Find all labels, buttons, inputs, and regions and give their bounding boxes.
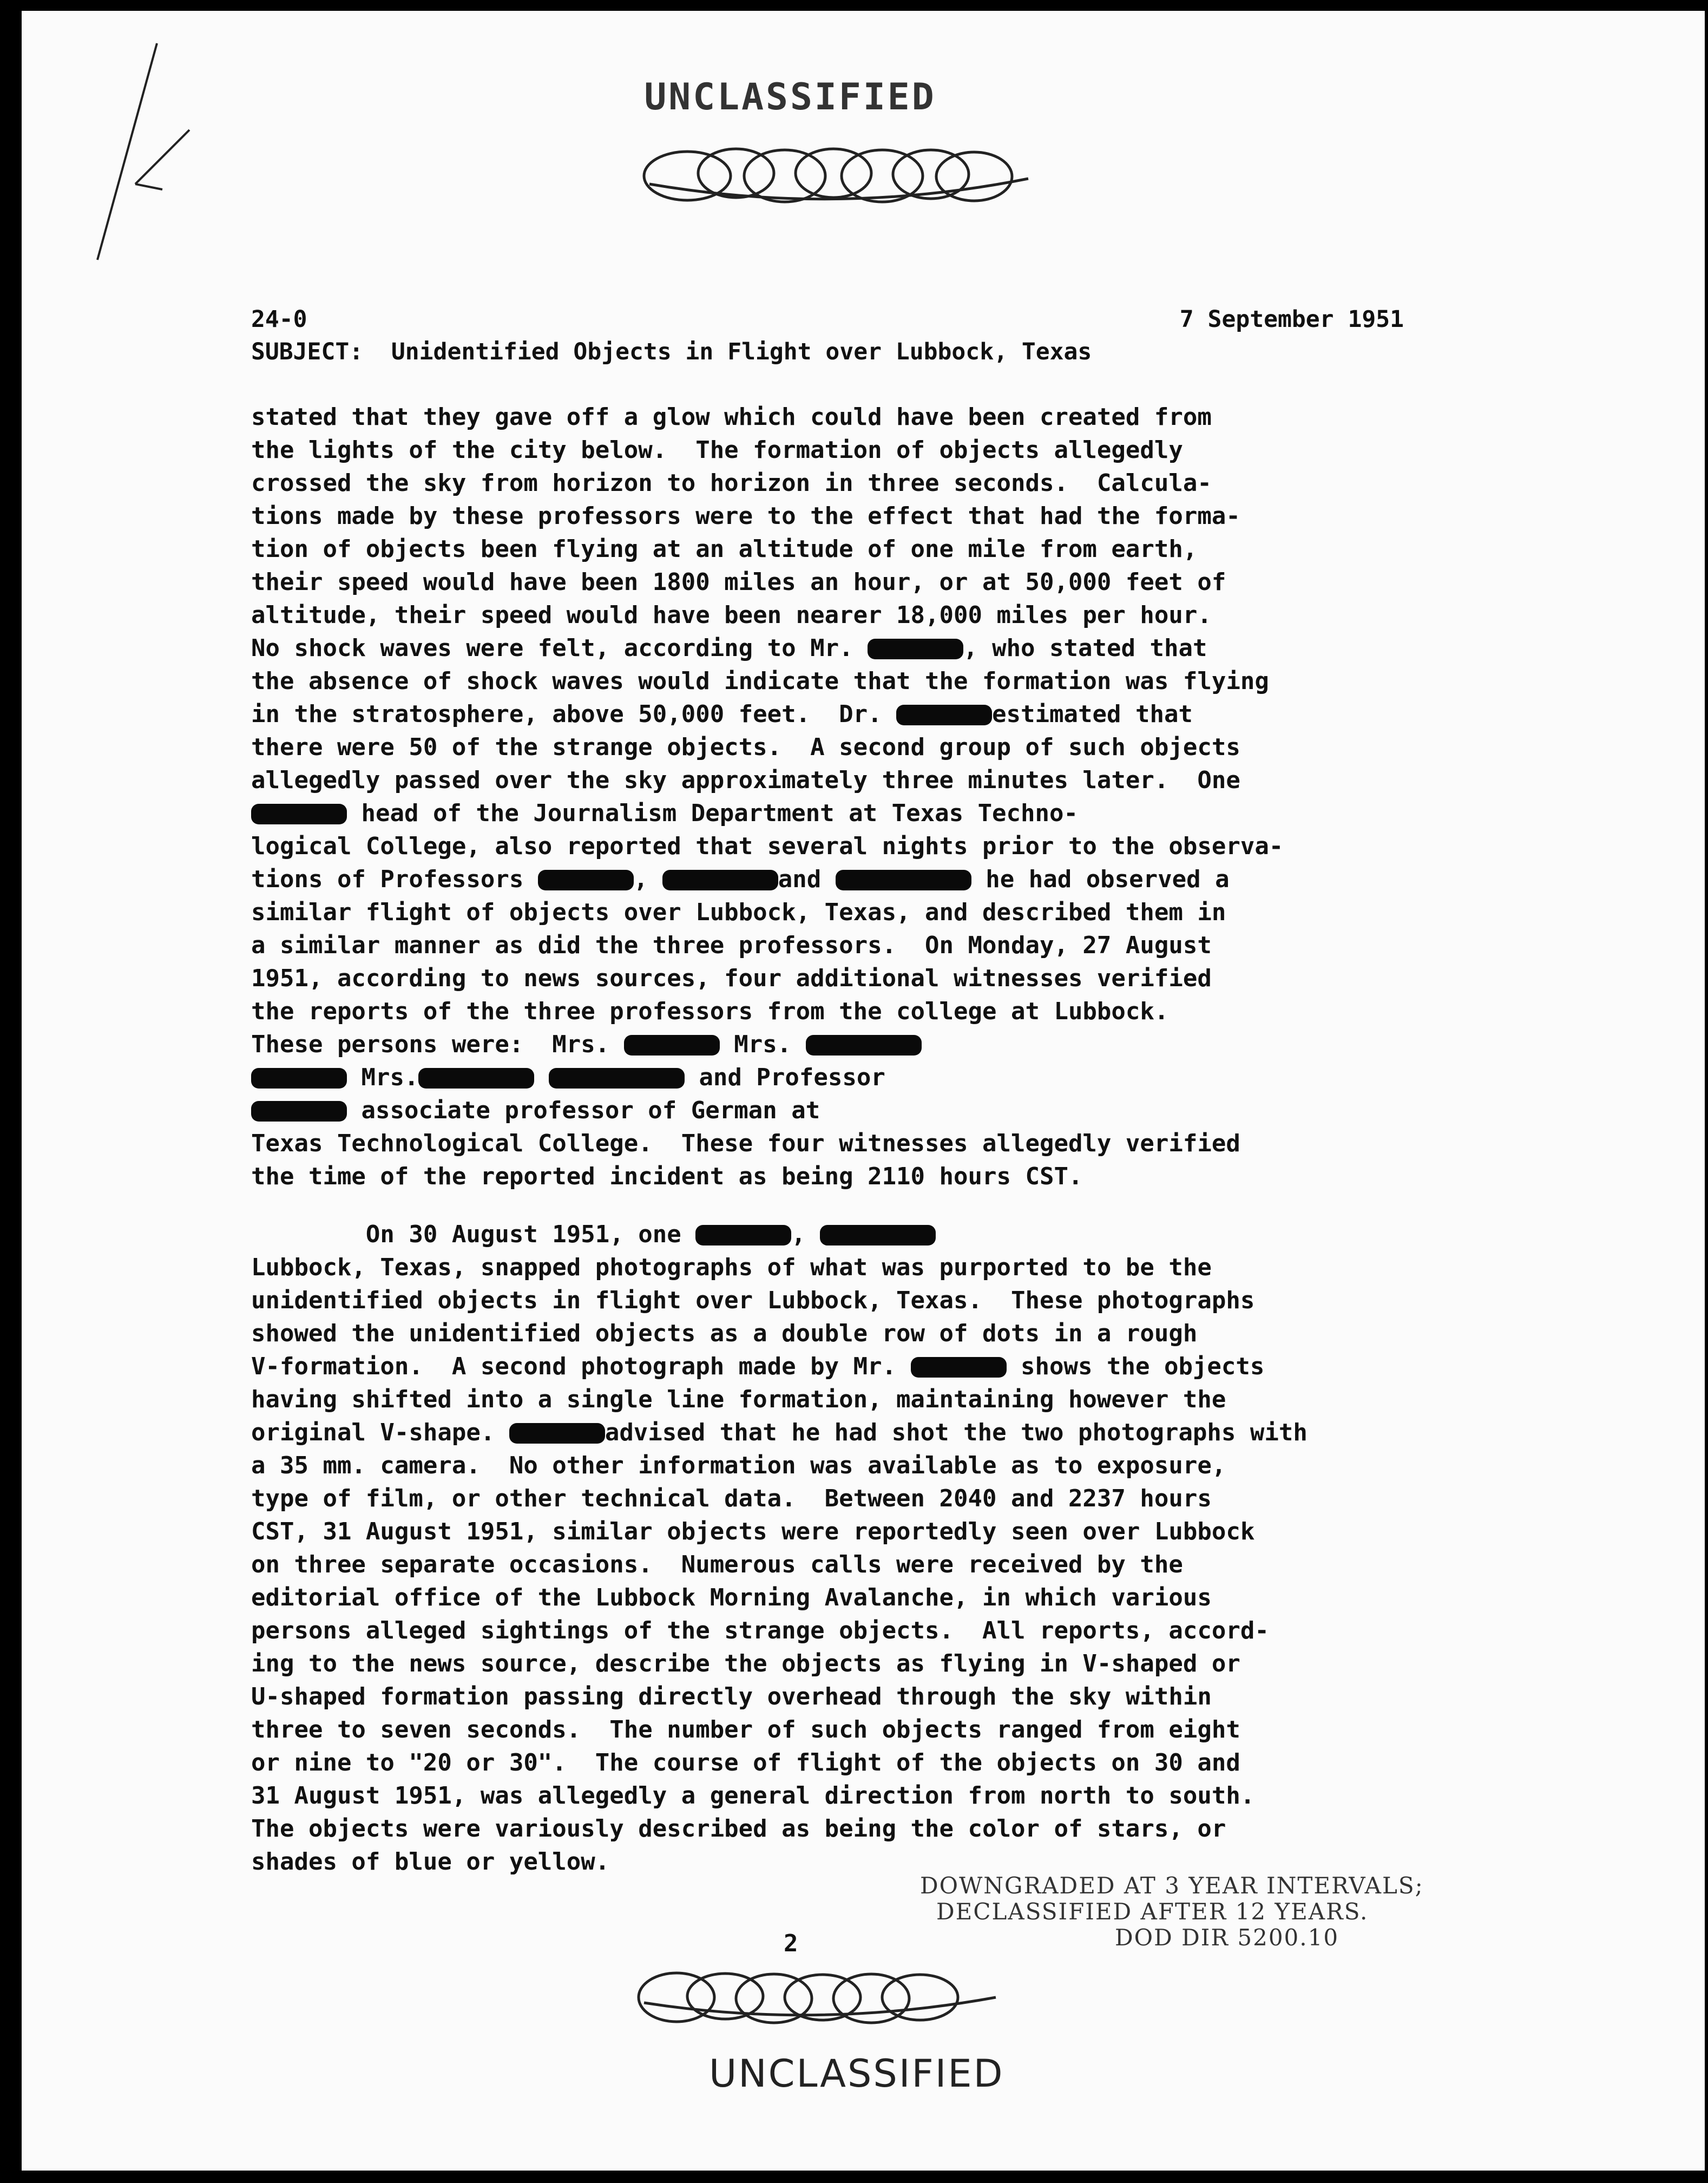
memo-date: 7 September 1951 [1179,306,1404,333]
text-line: No shock waves were felt, according to Mr. , who stated that [251,634,1207,662]
text-line: Texas Technological College. These four witnesses allegedly verified [251,1130,1240,1157]
text-line: stated that they gave off a glow which could have been created from [251,403,1212,431]
redaction-bar [896,705,992,725]
text-line: unidentified objects in flight over Lubbock, Texas. These photographs [251,1287,1255,1314]
text-line: associate professor of German at [251,1094,1442,1127]
text-line: having shifted into a single line formation, maintaining however the [251,1386,1226,1413]
text-line: tion of objects been flying at an altitude of one mile from earth, [251,535,1198,563]
downgrade-stamp [920,1873,1569,1951]
text-line: crossed the sky from horizon to horizon in three seconds. Calcula- [251,469,1212,497]
text-line: Mrs. and Professor [251,1061,1442,1094]
classification-stamp-bottom: UNCLASSIFIED [709,2051,1004,2096]
text-line: the reports of the three professors from the college at Lubbock. [251,998,1169,1025]
paragraph-1 [251,401,1442,1193]
text-line: original V-shape. advised that he had shot the two photographs with [251,1419,1308,1446]
text-line: 31 August 1951, was allegedly a general direction from north to south. [251,1782,1255,1810]
text-line: head of the Journalism Department at Texas Techno- [251,797,1442,830]
text-line: allegedly passed over the sky approximately three minutes later. One [251,766,1240,794]
text-line: editorial office of the Lubbock Morning Avalanche, in which various [251,1584,1212,1611]
redaction-bar [836,870,971,890]
text-line: there were 50 of the strange objects. A second group of such objects [251,733,1240,761]
redaction-bar [911,1357,1007,1378]
redaction-bar [662,870,778,890]
text-line: tions made by these professors were to the effect that had the forma- [251,502,1240,530]
text-line: shades of blue or yellow. [251,1848,610,1876]
text-line: their speed would have been 1800 miles an hour, or at 50,000 feet of [251,568,1226,596]
text-line: 1951, according to news sources, four additional witnesses verified [251,965,1212,992]
redaction-bar [251,1068,347,1089]
text-line: CST, 31 August 1951, similar objects were reportedly seen over Lubbock [251,1518,1255,1545]
redaction-bar [624,1035,720,1056]
subject-line [251,338,1092,365]
text-line: in the stratosphere, above 50,000 feet. Dr. estimated that [251,700,1193,728]
text-line: logical College, also reported that several nights prior to the observa- [251,832,1284,860]
redaction-bar [806,1035,922,1056]
text-line: on three separate occasions. Numerous calls were received by the [251,1551,1183,1578]
text-line: or nine to "20 or 30". The course of flight of the objects on 30 and [251,1749,1240,1776]
page-number: 2 [784,1930,798,1957]
redaction-bar [549,1068,685,1089]
paragraph-2 [251,1218,1442,1878]
text-line: The objects were variously described as being the color of stars, or [251,1815,1226,1843]
text-line: These persons were: Mrs. Mrs. [251,1028,1442,1061]
redaction-bar [538,870,634,890]
text-line: U-shaped formation passing directly overhead through the sky within [251,1683,1212,1710]
downgrade-line-2: DECLASSIFIED AFTER 12 YEARS. [936,1898,1369,1925]
text-line: persons alleged sightings of the strange objects. All reports, accord- [251,1617,1269,1644]
subject-text: Unidentified Objects in Flight over Lubbock, Texas [391,338,1092,365]
redaction-bar [695,1225,791,1245]
text-line: tions of Professors , and he had observed a [251,866,1230,893]
text-line: the absence of shock waves would indicate that the formation was flying [251,667,1269,695]
scribble-mark-bottom [628,1959,1007,2035]
text-line: showed the unidentified objects as a double row of dots in a rough [251,1320,1198,1347]
classification-stamp-top: UNCLASSIFIED [644,76,936,119]
downgrade-line-3: DOD DIR 5200.10 [1115,1924,1339,1951]
redaction-bar [251,1101,347,1122]
document-page [22,11,1705,2171]
text-line: the time of the reported incident as being 2110 hours CST. [251,1163,1083,1190]
text-line: a 35 mm. camera. No other information was available as to exposure, [251,1452,1226,1479]
text-line: altitude, their speed would have been nearer 18,000 miles per hour. [251,601,1212,629]
redaction-bar [820,1225,936,1245]
text-line: ing to the news source, describe the objects as flying in V-shaped or [251,1650,1240,1677]
pencil-marks [87,22,195,265]
file-number: 24-0 [251,306,307,333]
text-line: V-formation. A second photograph made by Mr. shows the objects [251,1353,1265,1380]
text-line: Lubbock, Texas, snapped photographs of what was purported to be the [251,1254,1212,1281]
redaction-bar [509,1423,605,1444]
text-line: On 30 August 1951, one , [251,1218,1442,1251]
downgrade-line-1: DOWNGRADED AT 3 YEAR INTERVALS; [920,1872,1424,1899]
text-line: similar flight of objects over Lubbock, Texas, and described them in [251,899,1226,926]
redaction-bar [251,804,347,824]
subject-label: SUBJECT: [251,338,364,365]
redaction-bar [868,639,963,659]
text-line: type of film, or other technical data. Between 2040 and 2237 hours [251,1485,1212,1512]
text-line: a similar manner as did the three professors. On Monday, 27 August [251,932,1212,959]
scribble-mark-top [628,135,1050,217]
redaction-bar [418,1068,534,1089]
text-line: three to seven seconds. The number of such objects ranged from eight [251,1716,1240,1743]
text-line: the lights of the city below. The formation of objects allegedly [251,436,1183,464]
